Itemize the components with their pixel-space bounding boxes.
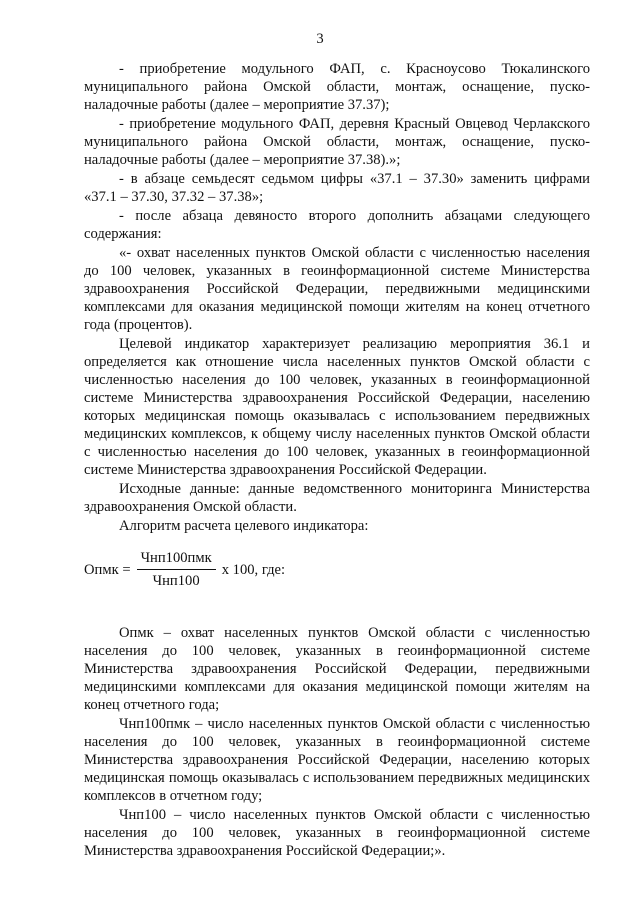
paragraph-item-37-38: - приобретение модульного ФАП, деревня Красный Овцевод Черлакского муниципального района Омской области, монтаж, оснащение, пуско-наладочные работы (далее – мероприятие 37.38).»; (84, 116, 590, 168)
paragraph-coverage-indicator: «- охват населенных пунктов Омской области с численностью населения до 100 человек, указанных в геоинформационной системе Министерства здравоохранения Российской Федерации, передвижными медицинскими комплексами для оказания медицинской помощи жителям на конец отчетного года (процентов). (84, 245, 590, 333)
paragraph-indicator-definition: Целевой индикатор характеризует реализацию мероприятия 36.1 и определяется как отношение числа населенных пунктов Омской области с численностью населения до 100 человек, указанных в геоинформационной системе Министерства здравоохранения Российской Федерации, населению которых медицинская помощь оказывалась с использованием передвижных медицинских комплексов, к общему числу населенных пунктов Омской области с численностью населения до 100 человек, указанных в геоинформационной системе Министерства здравоохранения Российской Федерации. (84, 336, 590, 478)
formula-fraction (137, 549, 216, 590)
page-number: 3 (316, 31, 324, 47)
paragraph-replace-figures: - в абзаце семьдесят седьмом цифры «37.1 – 37.30» заменить цифрами «37.1 – 37.30, 37.32 – 37.38»; (84, 171, 590, 205)
formula-rhs: x 100, где: (221, 561, 286, 578)
paragraph-item-37-37: - приобретение модульного ФАП, с. Красноусово Тюкалинского муниципального района Омской области, монтаж, оснащение, пуско-наладочные работы (далее – мероприятие 37.37); (84, 61, 590, 113)
formula (84, 549, 590, 590)
paragraph-algorithm-heading: Алгоритм расчета целевого индикатора: (119, 518, 369, 534)
paragraph-def-opmk: Опмк – охват населенных пунктов Омской области с численностью населения до 100 человек, указанных в геоинформационной системе Министерства здравоохранения Российской Федерации, передвижными медицинскими комплексами для оказания медицинской помощи жителям на конец отчетного года; (84, 625, 590, 713)
paragraph-source-data: Исходные данные: данные ведомственного мониторинга Министерства здравоохранения Омской области. (84, 481, 590, 515)
formula-denominator: Чнп100 (152, 573, 200, 589)
formula-numerator: Чнп100пмк (137, 549, 216, 570)
formula-lhs: Опмк = (84, 561, 131, 578)
paragraph-def-chnp100pmk: Чнп100пмк – число населенных пунктов Омской области с численностью населения до 100 человек, указанных в геоинформационной системе Министерства здравоохранения Российской Федерации, населению которых медицинская помощь оказывалась с использованием передвижных медицинских комплексов в отчетном году; (84, 716, 590, 804)
paragraph-add-after: - после абзаца девяносто второго дополнить абзацами следующего содержания: (84, 208, 590, 242)
paragraph-def-chnp100: Чнп100 – число населенных пунктов Омской области с численностью населения до 100 человек, указанных в геоинформационной системе Министерства здравоохранения Российской Федерации;». (84, 807, 590, 859)
